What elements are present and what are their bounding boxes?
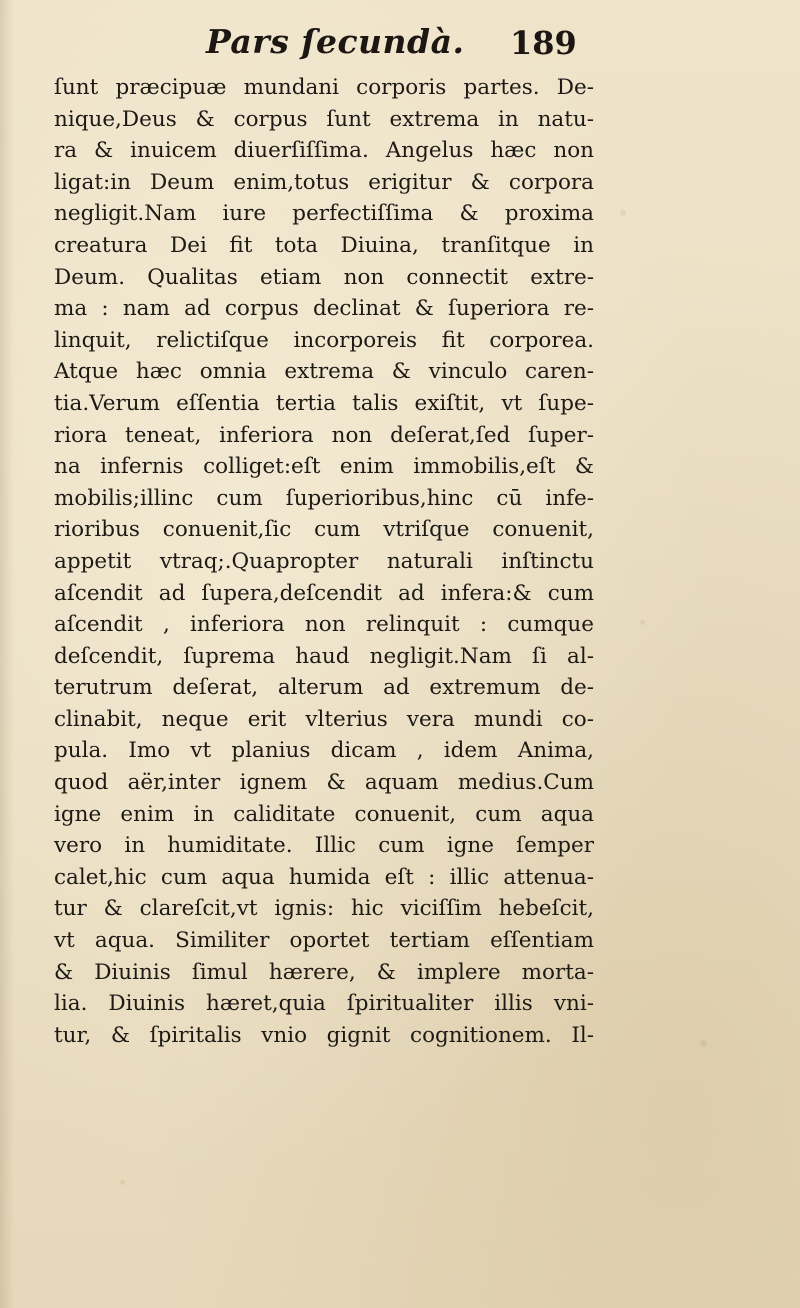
body-text (54, 72, 594, 1051)
text-line: & Diuinis ſimul hærere, & implere morta- (54, 959, 594, 985)
text-line: pula. Imo vt planius dicam , idem Anima, (54, 738, 594, 764)
text-line: tia.Verum eſſentia tertia talis exiſtit, vt ſupe- (54, 390, 594, 416)
text-line: vero in humiditate. Illic cum igne ſemper (54, 833, 594, 859)
text-line: tur, & ſpiritalis vnio gignit cognitionem. Il- (54, 1022, 594, 1048)
foxing-spot (120, 1180, 125, 1185)
foxing-spot (700, 1040, 707, 1047)
text-line: aſcendit ad ſupera,deſcendit ad infera:& cum (54, 580, 594, 606)
text-line: terutrum deſerat, alterum ad extremum de- (54, 675, 594, 701)
text-line: linquit, relictiſque incorporeis fit corporea. (54, 327, 594, 353)
text-line: tur & clareſcit,vt ignis: hic viciſſim hebeſcit, (54, 896, 594, 922)
text-line: deſcendit, ſuprema haud negligit.Nam ſi al- (54, 643, 594, 669)
text-line: clinabit, neque erit vlterius vera mundi co- (54, 706, 594, 732)
page-number: 189 (510, 24, 577, 62)
text-line: ma : nam ad corpus declinat & ſuperiora re- (54, 296, 594, 322)
text-line: appetit vtraq;.Quapropter naturali inſtinctu (54, 548, 594, 574)
text-line: igne enim in caliditate conuenit, cum aqua (54, 801, 594, 827)
text-line: Atque hæc omnia extrema & vinculo caren- (54, 359, 594, 385)
text-line: creatura Dei fit tota Diuina, tranſitque in (54, 232, 594, 258)
text-line: vt aqua. Similiter oportet tertiam eſſentiam (54, 928, 594, 954)
text-line: calet,hic cum aqua humida eſt : illic attenua- (54, 864, 594, 890)
text-line: rioribus conuenit,ſic cum vtriſque conuenit, (54, 517, 594, 543)
text-line: lia. Diuinis hæret,quia ſpiritualiter illis vni- (54, 991, 594, 1017)
foxing-spot (620, 210, 626, 216)
text-line: mobilis;illinc cum ſuperioribus,hinc cū infe- (54, 485, 594, 511)
running-head: Pars ſecundà. (206, 22, 465, 61)
gutter-shadow (0, 0, 14, 1308)
text-line: aſcendit , inferiora non relinquit : cumque (54, 612, 594, 638)
text-line: riora teneat, inferiora non deſerat,ſed ſuper- (54, 422, 594, 448)
text-line: ligat:in Deum enim,totus erigitur & corpora (54, 169, 594, 195)
text-line: Deum. Qualitas etiam non connectit extre- (54, 264, 594, 290)
text-line: negligit.Nam iure perfectiſſima & proxima (54, 201, 594, 227)
text-line: ra & inuicem diuerſiſſima. Angelus hæc non (54, 138, 594, 164)
text-line: ſunt præcipuæ mundani corporis partes. De- (54, 75, 594, 100)
text-line: nique,Deus & corpus ſunt extrema in natu- (54, 106, 594, 132)
text-line: na infernis colliget:eſt enim immobilis,eſt & (54, 454, 594, 480)
text-line: quod aër,inter ignem & aquam medius.Cum (54, 770, 594, 796)
page-header (0, 18, 800, 68)
foxing-spot (640, 620, 645, 625)
